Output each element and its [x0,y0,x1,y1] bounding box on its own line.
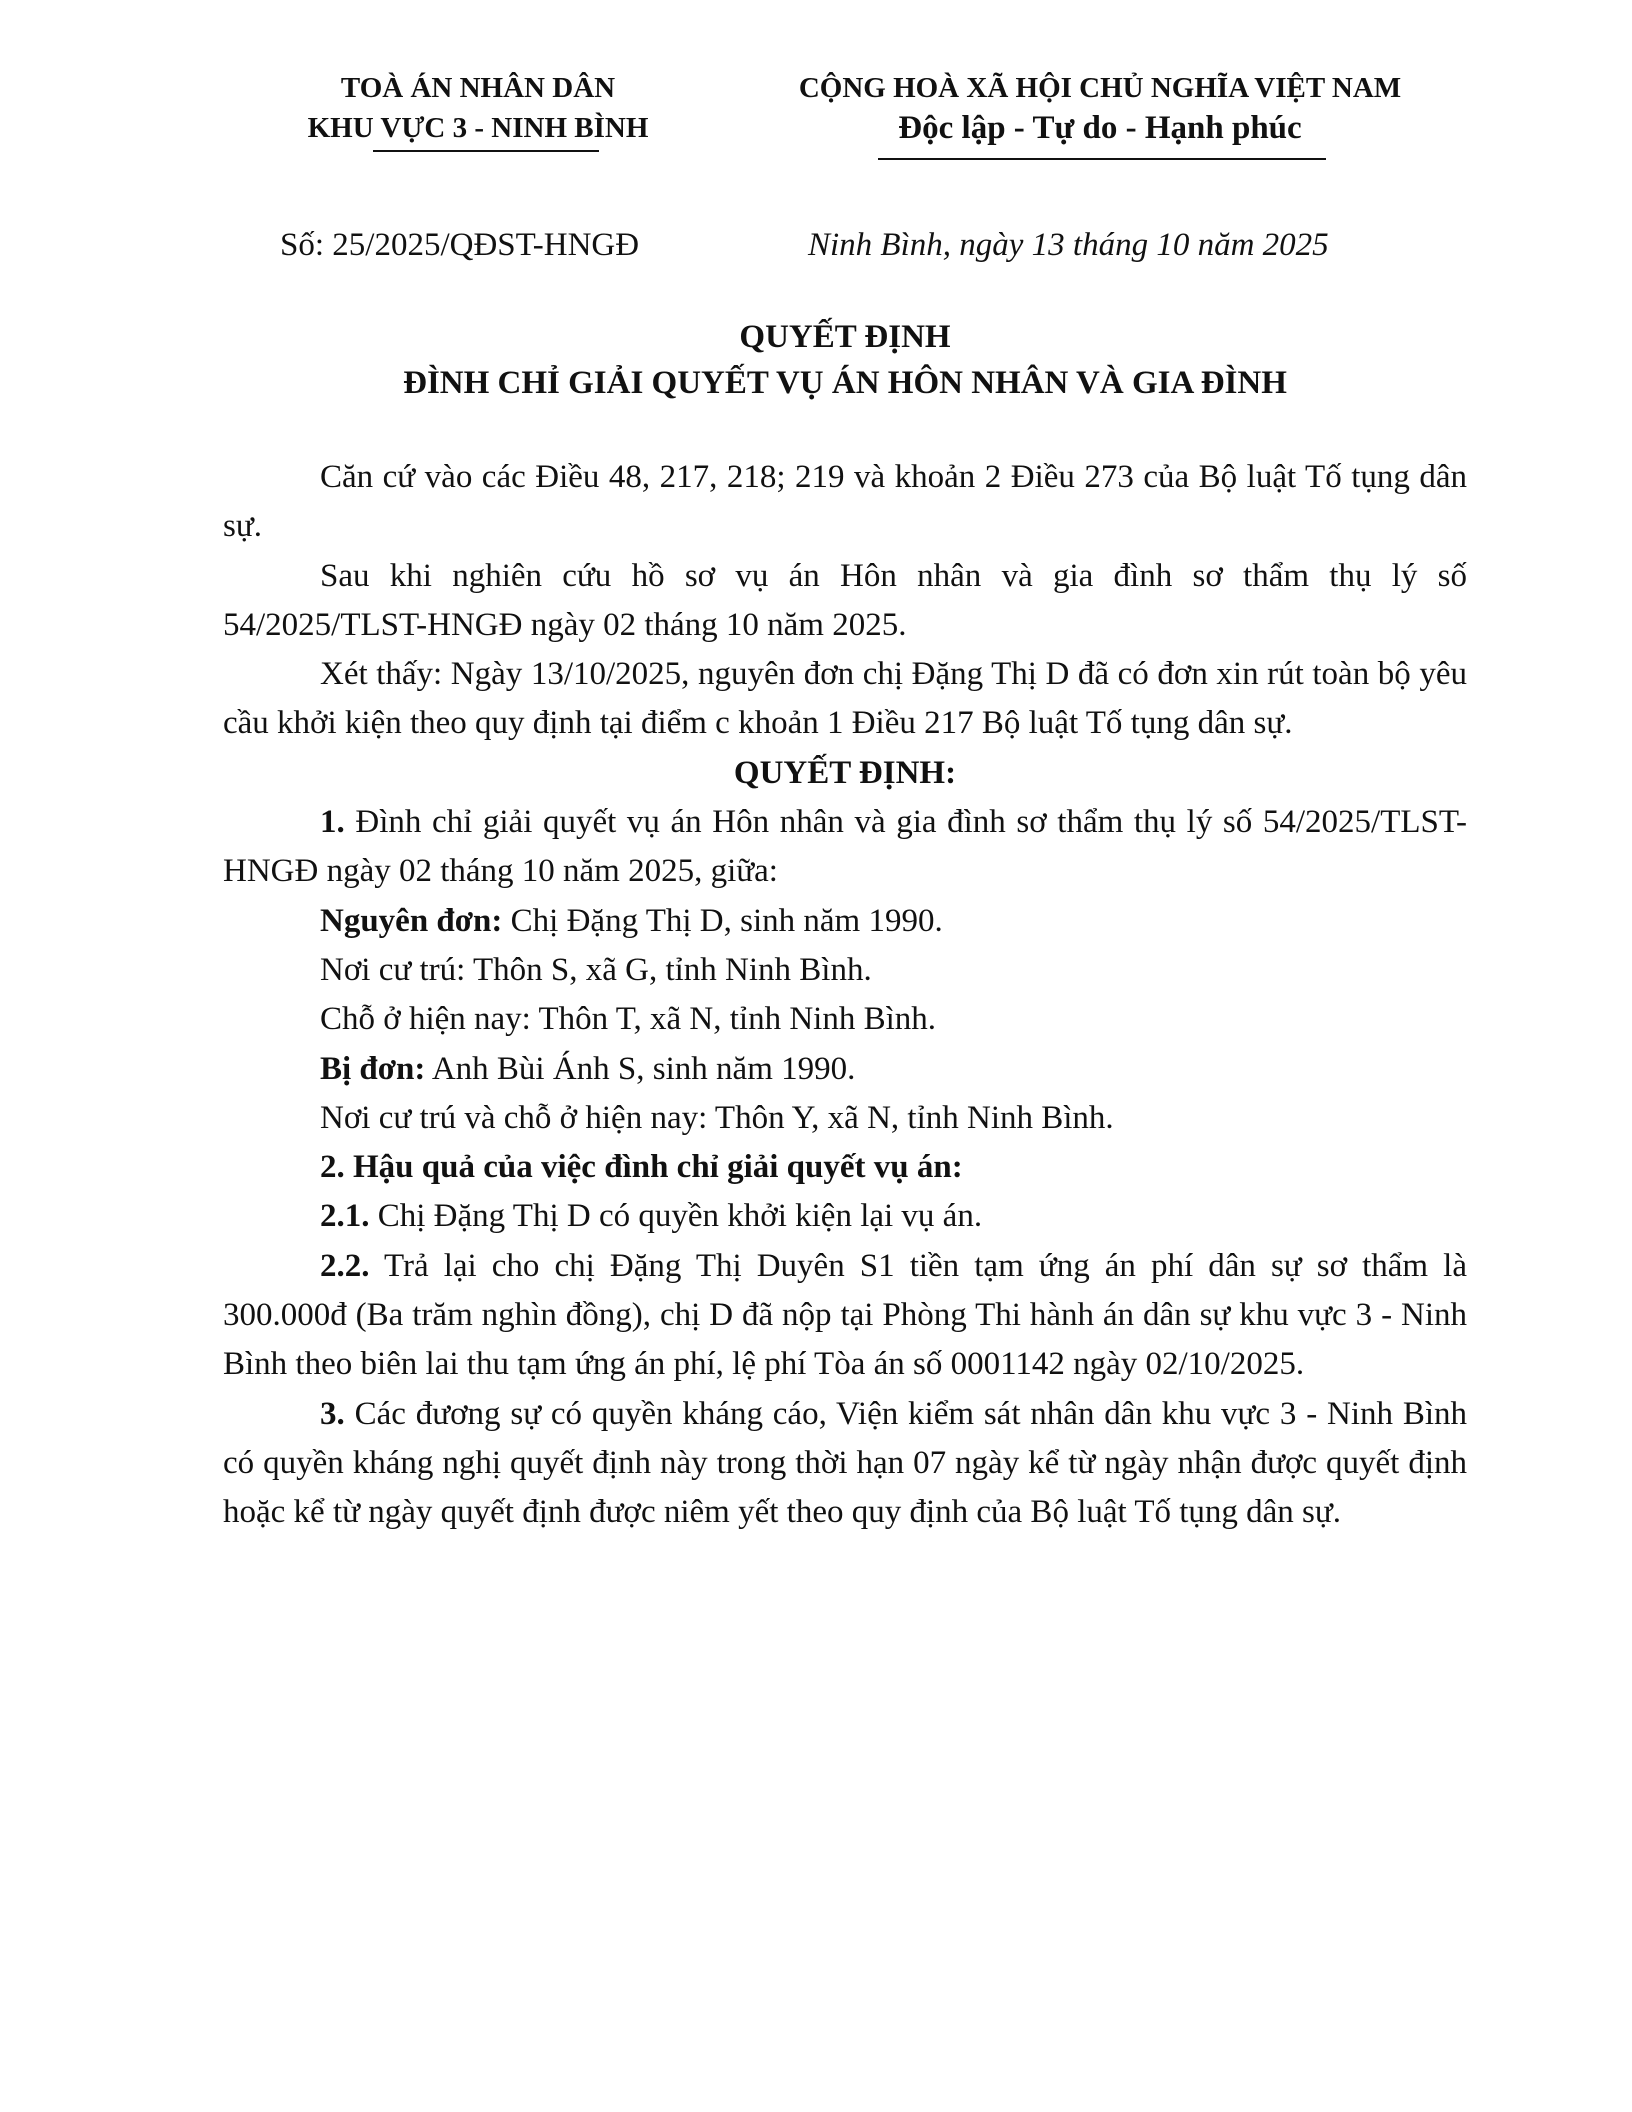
decision-item-1 [223,798,1467,897]
decision-item-1-text: Đình chỉ giải quyết vụ án Hôn nhân và gia đình sơ thẩm thụ lý số 54/2025/TLST-HNGĐ ngày 02 tháng 10 năm 2025, giữa: [223,804,1468,890]
decision-item-2-1-number: 2.1. [320,1198,370,1235]
plaintiff-value: Chị Đặng Thị D, sinh năm 1990. [510,902,943,939]
defendant-value: Anh Bùi Ánh S, sinh năm 1990. [431,1050,856,1087]
preamble-case-review: Sau khi nghiên cứu hồ sơ vụ án Hôn nhân và gia đình sơ thẩm thụ lý số 54/2025/TLST-HNGĐ ngày 02 tháng 10 năm 2025. [223,557,1467,643]
decision-item-3-number: 3. [320,1395,345,1432]
document-title [223,314,1467,406]
plaintiff-current-address: Chỗ ở hiện nay: Thôn T, xã N, tỉnh Ninh Bình. [320,1001,937,1038]
plaintiff-line [223,897,1467,946]
decision-heading: QUYẾT ĐỊNH: [733,754,957,791]
document-title-line2: ĐÌNH CHỈ GIẢI QUYẾT VỤ ÁN HÔN NHÂN VÀ GIA ĐÌNH [403,365,1287,401]
court-name-block [268,68,688,148]
plaintiff-residence: Nơi cư trú: Thôn S, xã G, tỉnh Ninh Bình. [320,951,872,988]
court-name-line1: TOÀ ÁN NHÂN DÂN [340,72,616,104]
national-heading-block [740,68,1460,148]
preamble-findings: Xét thấy: Ngày 13/10/2025, nguyên đơn chị Đặng Thị D đã có đơn xin rút toàn bộ yêu cầu khởi kiện theo quy định tại điểm c khoản 1 Điều 217 Bộ luật Tố tụng dân sự. [223,656,1467,742]
plaintiff-label: Nguyên đơn: [320,902,503,939]
court-name-line2: KHU VỰC 3 - NINH BÌNH [307,112,649,144]
decision-item-2-2-number: 2.2. [320,1247,370,1284]
defendant-residence: Nơi cư trú và chỗ ở hiện nay: Thôn Y, xã N, tỉnh Ninh Bình. [320,1099,1114,1136]
document-place-date: Ninh Bình, ngày 13 tháng 10 năm 2025 [808,227,1329,263]
defendant-line [223,1045,1467,1094]
decision-item-2-2-text: Trả lại cho chị Đặng Thị Duyên S1 tiền tạm ứng án phí dân sự sơ thẩm là 300.000đ (Ba trăm nghìn đồng), chị D đã nộp tại Phòng Thi hành án dân sự khu vực 3 - Ninh Bình theo biên lai thu tạm ứng án phí, lệ phí Tòa án số 0001142 ngày 02/10/2025. [223,1247,1467,1383]
document-body [223,453,1467,1538]
decision-item-3-text: Các đương sự có quyền kháng cáo, Viện kiểm sát nhân dân khu vực 3 - Ninh Bình có quyền kháng nghị quyết định này trong thời hạn 07 ngày kể từ ngày nhận được quyết định hoặc kể từ ngày quyết định được niêm yết theo quy định của Bộ luật Tố tụng dân sự. [223,1395,1468,1531]
document-number: Số: 25/2025/QĐST-HNGĐ [280,227,640,263]
court-name-underline [373,150,599,152]
decision-item-1-number: 1. [320,804,345,841]
decision-item-2-2 [223,1242,1467,1390]
decision-item-2-1-text: Chị Đặng Thị D có quyền khởi kiện lại vụ án. [377,1198,983,1235]
decision-item-3 [223,1390,1467,1538]
national-name: CỘNG HOÀ XÃ HỘI CHỦ NGHĨA VIỆT NAM [798,72,1402,104]
preamble-legal-basis: Căn cứ vào các Điều 48, 217, 218; 219 và khoản 2 Điều 273 của Bộ luật Tố tụng dân sự. [223,459,1467,545]
defendant-label: Bị đơn: [320,1050,426,1087]
decision-item-2-1 [223,1192,1467,1241]
national-motto: Độc lập - Tự do - Hạnh phúc [898,110,1302,146]
document-title-line1: QUYẾT ĐỊNH [739,319,951,355]
national-motto-underline [878,158,1326,160]
decision-item-2-heading: 2. Hậu quả của việc đình chỉ giải quyết vụ án: [320,1149,963,1186]
